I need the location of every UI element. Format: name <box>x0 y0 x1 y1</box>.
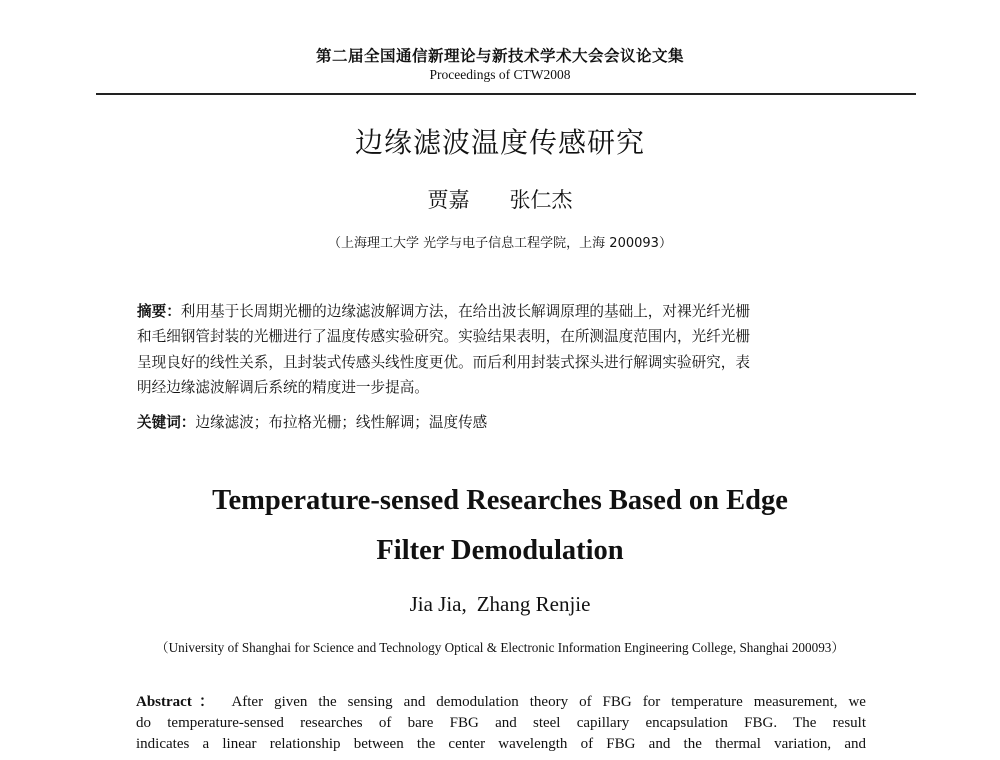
header-rule <box>96 93 916 95</box>
abstract-zh-line: 摘要：利用基于长周期光栅的边缘滤波解调方法，在给出波长解调原理的基础上，对裸光纤光栅 <box>137 303 750 320</box>
author-zh-1: 贾嘉 <box>427 188 470 212</box>
running-head <box>0 46 1000 84</box>
affiliation-zh: （上海理工大学 光学与电子信息工程学院，上海 200093） <box>328 236 672 251</box>
abstract-zh-line: 呈现良好的线性关系，且封装式传感头线性度更优。而后利用封装式探头进行解调实验研究，表 <box>137 353 750 371</box>
abstract-en-line: indicates a linear relationship between the center wavelength of FBG and the thermal variation, and <box>136 736 866 752</box>
abstract-zh-line: 和毛细钢管封装的光栅进行了温度传感实验研究。实验结果表明，在所测温度范围内，光纤光栅 <box>137 328 750 346</box>
paper-title-en <box>0 476 1000 576</box>
authors-zh <box>0 186 1000 214</box>
abstract-en-line: do temperature-sensed researches of bare FBG and steel capillary encapsulation FBG. The result <box>136 715 866 731</box>
author-zh-2: 张仁杰 <box>509 188 573 212</box>
proceedings-title-zh: 第二届全国通信新理论与新技术学术大会会议论文集 <box>315 47 684 65</box>
author-en-2: Zhang Renjie <box>476 592 591 616</box>
abstract-en-label: Abstract： <box>136 694 222 710</box>
paper-title-zh: 边缘滤波温度传感研究 <box>354 126 645 159</box>
abstract-en-line: Abstract： After given the sensing and demodulation theory of FBG for temperature measurement, we <box>136 694 866 710</box>
author-en-1: Jia Jia, <box>409 592 467 616</box>
paper-title-en-line1: Temperature-sensed Researches Based on Edge <box>212 485 788 516</box>
keywords-zh-list: 边缘滤波；布拉格光栅；线性解调；温度传感 <box>195 414 488 431</box>
abstract-zh <box>137 299 881 400</box>
abstract-zh-line: 明经边缘滤波解调后系统的精度进一步提高。 <box>137 378 429 396</box>
keywords-zh <box>137 410 881 435</box>
keywords-zh-label: 关键词： <box>137 414 196 431</box>
abstract-en <box>136 692 866 755</box>
affiliation-en: （University of Shanghai for Science and Technology Optical & Electronic Information Engineering College, Shanghai 200093） <box>155 640 845 655</box>
authors-en <box>0 590 1000 618</box>
abstract-zh-label: 摘要： <box>137 303 181 320</box>
paper-title-en-line2: Filter Demodulation <box>376 535 624 566</box>
proceedings-title-en: Proceedings of CTW2008 <box>429 67 571 82</box>
